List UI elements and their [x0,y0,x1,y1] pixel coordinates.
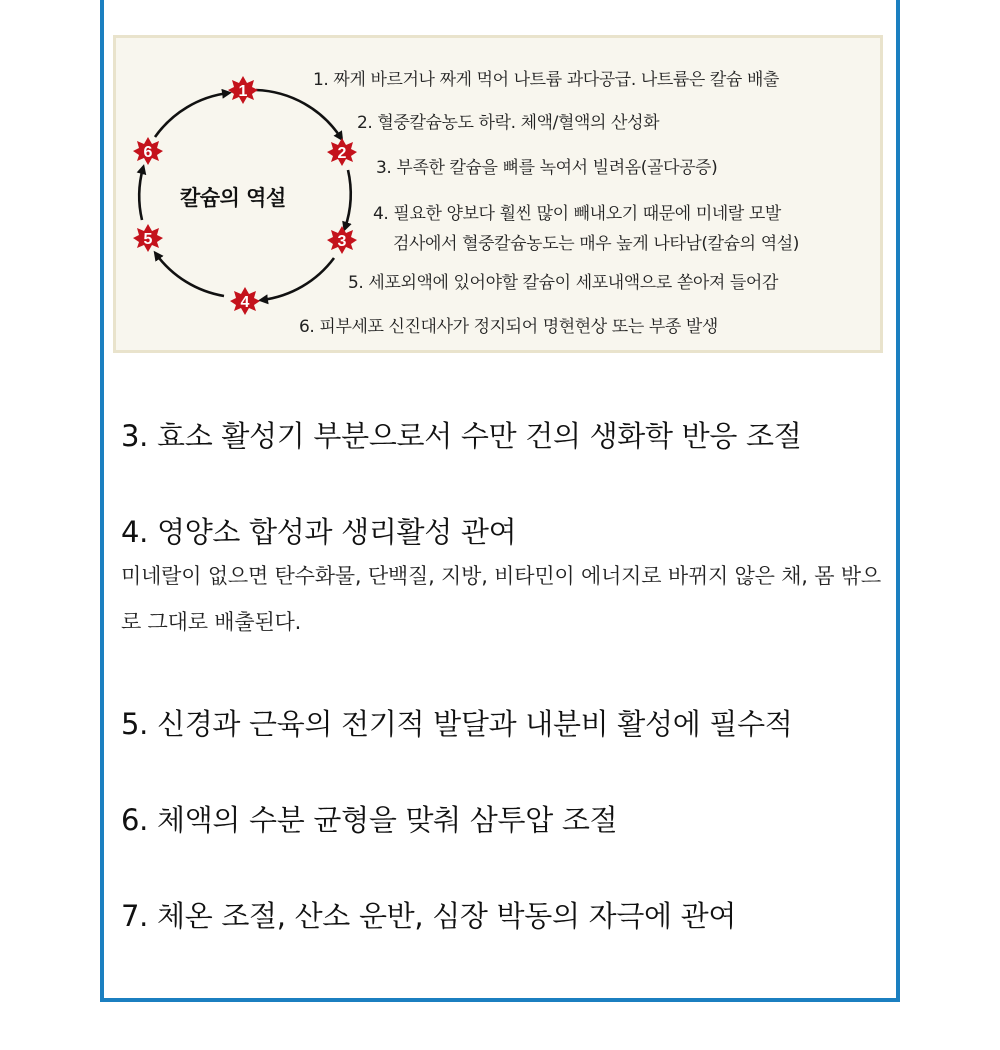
arrow-6-1 [155,93,228,137]
cycle-title: 칼슘의 역설 [180,186,286,210]
step-2-text: 2. 혈중칼슘농도 하락. 체액/혈액의 산성화 [357,113,660,133]
marker-3 [327,226,357,254]
svg-text:3: 3 [337,233,347,250]
step-4-text-continued: 검사에서 혈중칼슘농도는 매우 높게 나타남(칼슘의 역설) [393,234,799,254]
arrow-4-5 [156,254,224,296]
step-3-text: 3. 부족한 칼슘을 뼈를 녹여서 빌려옴(골다공증) [376,158,718,178]
svg-text:4: 4 [240,294,250,311]
svg-text:5: 5 [143,231,153,248]
section-4-body: 미네랄이 없으면 탄수화물, 단백질, 지방, 비타민이 에너지로 바뀌지 않은 채, 몸 밖으로 그대로 배출된다. [121,564,881,634]
step-6-text: 6. 피부세포 신진대사가 정지되어 명현현상 또는 부종 발생 [299,317,718,337]
arrow-1-2 [256,90,341,138]
arrow-2-3 [345,170,351,228]
svg-text:1: 1 [238,83,248,100]
arrow-3-4 [262,258,334,300]
calcium-paradox-figure [113,35,883,353]
section-6-heading: 6. 체액의 수분 균형을 맞춰 삼투압 조절 [121,803,618,837]
svg-text:2: 2 [337,145,347,162]
marker-4 [230,287,260,315]
section-3-heading: 3. 효소 활성기 부분으로서 수만 건의 생화학 반응 조절 [121,419,802,453]
section-4-heading: 4. 영양소 합성과 생리활성 관여 [121,515,517,549]
step-1-text: 1. 짜게 바르거나 짜게 먹어 나트륨 과다공급. 나트륨은 칼슘 배출 [313,70,780,90]
marker-2 [327,138,357,166]
marker-1 [228,76,258,104]
svg-text:6: 6 [143,144,153,161]
step-5-text: 5. 세포외액에 있어야할 칼슘이 세포내액으로 쏟아져 들어감 [348,273,778,293]
marker-5 [133,224,163,252]
arrow-5-6 [139,168,143,220]
section-5-heading: 5. 신경과 근육의 전기적 발달과 내분비 활성에 필수적 [121,707,793,741]
marker-6 [133,137,163,165]
step-4-text: 4. 필요한 양보다 훨씬 많이 빼내오기 때문에 미네랄 모발 [373,204,781,224]
section-7-heading: 7. 체온 조절, 산소 운반, 심장 박동의 자극에 관여 [121,899,737,933]
